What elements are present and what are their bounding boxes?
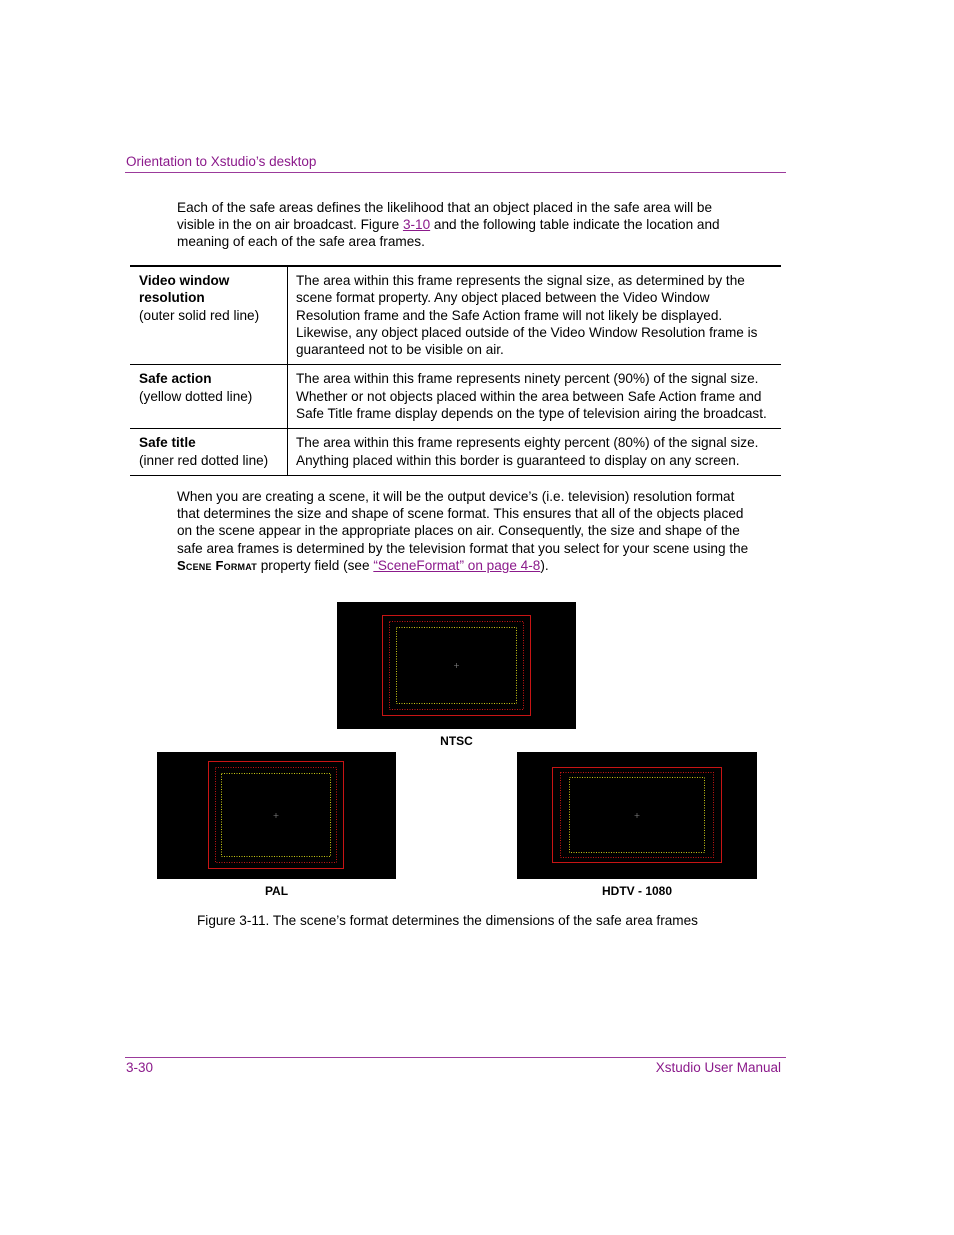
definition-cell: The area within this frame represents the signal size, as determined by the scene format property. Any object placed between the Video Window Resolution frame and the Safe Action frame will not likely be displayed. Likewise, any object placed outside of the Video Window Resolution frame is guaranteed not to be visible on air. bbox=[296, 273, 758, 358]
table-row bbox=[130, 429, 781, 476]
definition-cell: The area within this frame represents ninety percent (90%) of the signal size. Whether or not objects placed within the area between Safe Action frame and Safe Title frame display depends on the type of television airing the broadcast. bbox=[296, 371, 767, 422]
running-header: Orientation to Xstudio’s desktop bbox=[126, 154, 317, 169]
paragraph-text: ). bbox=[540, 557, 549, 573]
intro-text-start: Each of the safe areas defines the likelihood that an object placed in the safe area will be visible in the on air broadcast. Figure bbox=[177, 200, 713, 233]
term-cell bbox=[130, 365, 288, 429]
term-cell bbox=[130, 429, 288, 476]
term-note: (outer solid red line) bbox=[139, 307, 260, 323]
term-cell bbox=[130, 266, 288, 365]
hdtv-frame-image bbox=[517, 752, 757, 879]
hdtv-label: HDTV - 1080 bbox=[601, 884, 673, 898]
term-name: Safe action bbox=[139, 371, 212, 387]
manual-title: Xstudio User Manual bbox=[655, 1060, 781, 1075]
term-name: Video window resolution bbox=[139, 273, 230, 306]
intro-paragraph bbox=[177, 199, 752, 251]
property-name: Scene Format bbox=[177, 557, 257, 573]
figure-caption: Figure 3-11. The scene’s format determines the dimensions of the safe area frames bbox=[197, 913, 698, 928]
table-row bbox=[130, 365, 781, 429]
sceneformat-link[interactable]: “SceneFormat” on page 4-8 bbox=[373, 557, 541, 573]
term-name: Safe title bbox=[139, 435, 196, 451]
ntsc-label: NTSC bbox=[440, 734, 473, 748]
definition-cell: The area within this frame represents eighty percent (80%) of the signal size. Anything placed within this border is guaranteed to display on any screen. bbox=[296, 435, 759, 468]
term-note: (yellow dotted line) bbox=[139, 388, 253, 404]
term-note: (inner red dotted line) bbox=[139, 452, 269, 468]
paragraph-text: property field (see bbox=[256, 557, 374, 573]
paragraph-text: When you are creating a scene, it will be the output device’s (i.e. television) resolution format that determines the size and shape of scene format. This ensures that all of the objects placed on the scene appear in the appropriate places on air. Consequently, the size and shape of the safe area frames is determined by the television format that you select for your scene using the bbox=[177, 489, 749, 556]
header-rule bbox=[125, 172, 786, 173]
figure-link[interactable]: 3-10 bbox=[402, 217, 431, 233]
intro-text-end: and the following table indicate the location and meaning of each of the safe area frames. bbox=[177, 217, 720, 250]
scene-format-paragraph bbox=[177, 488, 752, 574]
center-crosshair bbox=[274, 813, 279, 818]
center-crosshair bbox=[635, 813, 640, 818]
safe-area-table bbox=[130, 265, 781, 476]
center-crosshair bbox=[454, 663, 459, 668]
ntsc-frame-image bbox=[337, 602, 576, 729]
pal-label: PAL bbox=[264, 884, 289, 898]
pal-frame-image bbox=[157, 752, 396, 879]
page-number: 3-30 bbox=[126, 1060, 154, 1075]
table-row bbox=[130, 266, 781, 365]
footer-rule bbox=[125, 1057, 786, 1058]
